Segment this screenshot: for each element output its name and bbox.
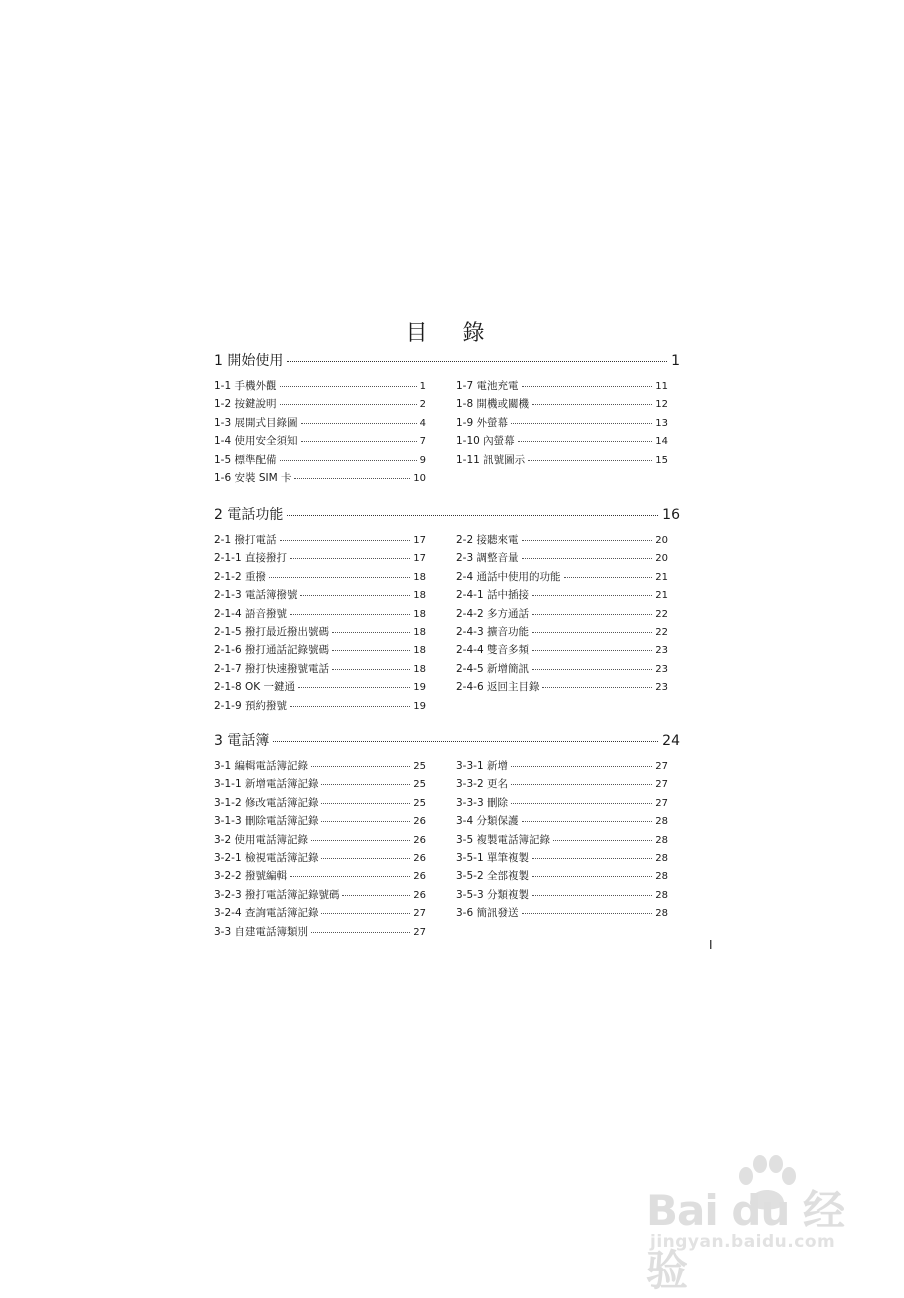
- toc-entry: [214, 569, 426, 587]
- baidu-watermark: [640, 1150, 870, 1295]
- toc-entry: [456, 758, 668, 776]
- toc-entry-page: 13: [655, 417, 668, 429]
- toc-entry: [214, 378, 426, 396]
- toc-entry-page: 20: [655, 553, 668, 565]
- dot-leader: [287, 361, 667, 362]
- toc-entry-page: 28: [655, 816, 668, 828]
- toc-entry-label: 3-5-3 分類複製: [456, 888, 529, 901]
- page-title: 目 錄: [405, 321, 499, 346]
- toc-entry: [214, 415, 426, 433]
- toc-entry: [214, 887, 426, 905]
- toc-entry-page: 26: [413, 834, 426, 846]
- toc-entry-label: 1-3 展開式目錄圖: [214, 416, 298, 429]
- toc-entry: [214, 832, 426, 850]
- toc-entry-label: 2-4-1 話中插接: [456, 589, 529, 602]
- toc-entry-page: 14: [655, 436, 668, 448]
- toc-entry-page: 10: [413, 472, 426, 484]
- toc-entry: [214, 606, 426, 624]
- toc-entry-label: 2-4-3 擴音功能: [456, 625, 529, 638]
- watermark-url: jingyan.baidu.com: [650, 1232, 836, 1252]
- dot-leader: [542, 687, 652, 688]
- dot-leader: [294, 478, 410, 479]
- toc-entry-page: 23: [655, 663, 668, 675]
- toc-entry-page: 28: [655, 852, 668, 864]
- toc-entry-label: 3-5-1 單筆複製: [456, 851, 529, 864]
- toc-entry: [456, 396, 668, 414]
- toc-entry-page: 27: [413, 926, 426, 938]
- toc-entry: [214, 813, 426, 831]
- toc-entry: [456, 452, 668, 470]
- toc-entry-label: 2-1-8 OK 一鍵通: [214, 681, 295, 694]
- dot-leader: [511, 766, 652, 767]
- toc-entry-page: 28: [655, 908, 668, 920]
- toc-entry-label: 3-6 簡訊發送: [456, 907, 519, 920]
- dot-leader: [532, 404, 652, 405]
- toc-entry-page: 23: [655, 682, 668, 694]
- toc-entry-page: 17: [413, 553, 426, 565]
- dot-leader: [511, 803, 652, 804]
- chapter-2-right-column: [456, 532, 668, 698]
- dot-leader: [321, 913, 410, 914]
- dot-leader: [528, 460, 652, 461]
- dot-leader: [298, 687, 410, 688]
- toc-entry-label: 2-1-7 撥打快速撥號電話: [214, 662, 329, 675]
- toc-entry: [214, 850, 426, 868]
- toc-entry-page: 28: [655, 834, 668, 846]
- toc-entry-page: 25: [413, 761, 426, 772]
- toc-entry-page: 26: [413, 816, 426, 828]
- dot-leader: [553, 840, 652, 841]
- toc-entry-page: 18: [413, 626, 426, 638]
- dot-leader: [522, 913, 653, 914]
- toc-entry-label: 3-4 分類保護: [456, 815, 519, 828]
- chapter-1-heading: [214, 350, 680, 370]
- toc-entry-label: 2-4 通話中使用的功能: [456, 570, 561, 583]
- toc-entry: [456, 550, 668, 568]
- toc-entry-label: 1-2 按鍵說明: [214, 398, 277, 411]
- toc-entry-page: 27: [655, 761, 668, 772]
- toc-entry: [214, 776, 426, 794]
- watermark-logo-text: Bai du 经验: [646, 1186, 844, 1295]
- toc-entry: [214, 905, 426, 923]
- toc-entry: [214, 452, 426, 470]
- toc-entry: [456, 433, 668, 451]
- toc-entry-label: 3-2-3 撥打電話簿記錄號碼: [214, 888, 340, 901]
- chapter-1-left-column: [214, 378, 426, 488]
- toc-entry-label: 3-2-1 檢視電話簿記錄: [214, 851, 319, 864]
- toc-entry: [214, 532, 426, 550]
- dot-leader: [532, 669, 652, 670]
- toc-entry-page: 18: [413, 608, 426, 620]
- toc-entry-label: 3-3-3 刪除: [456, 796, 508, 809]
- toc-entry-label: 2-1-9 預約撥號: [214, 699, 287, 712]
- toc-entry-page: 1: [419, 381, 426, 392]
- dot-leader: [290, 876, 410, 877]
- toc-entry-label: 1-5 標準配備: [214, 453, 277, 466]
- toc-entry-label: 1-8 開機或關機: [456, 398, 529, 411]
- toc-entry: [456, 795, 668, 813]
- chapter-1-right-column: [456, 378, 668, 470]
- toc-entry: [456, 813, 668, 831]
- toc-entry-label: 2-1-2 重撥: [214, 570, 266, 583]
- toc-entry-page: 17: [413, 535, 426, 546]
- toc-entry: [214, 642, 426, 660]
- toc-entry-label: 2-3 調整音量: [456, 552, 519, 565]
- dot-leader: [522, 386, 653, 387]
- dot-leader: [522, 558, 653, 559]
- dot-leader: [273, 741, 658, 742]
- dot-leader: [522, 540, 653, 541]
- dot-leader: [311, 766, 410, 767]
- toc-entry: [456, 776, 668, 794]
- chapter-3-left-column: [214, 758, 426, 942]
- dot-leader: [321, 803, 410, 804]
- toc-entry-page: 26: [413, 889, 426, 901]
- toc-entry-label: 1-7 電池充電: [456, 380, 519, 392]
- toc-entry-page: 12: [655, 399, 668, 411]
- toc-entry: [214, 698, 426, 716]
- toc-entry-label: 1-11 訊號圖示: [456, 453, 526, 466]
- toc-entry-page: 22: [655, 626, 668, 638]
- toc-entry-label: 3-1-2 修改電話簿記錄: [214, 796, 319, 809]
- toc-entry-page: 9: [419, 454, 426, 466]
- chapter-2-heading: [214, 504, 680, 524]
- toc-entry-page: 21: [655, 571, 668, 583]
- dot-leader: [532, 650, 652, 651]
- toc-entry: [456, 624, 668, 642]
- toc-entry-label: 2-4-2 多方通話: [456, 607, 529, 620]
- toc-entry: [456, 415, 668, 433]
- chapter-title: 1 開始使用: [214, 353, 284, 369]
- dot-leader: [522, 821, 653, 822]
- dot-leader: [301, 441, 417, 442]
- dot-leader: [311, 932, 410, 933]
- dot-leader: [564, 577, 653, 578]
- page-number: I: [709, 938, 713, 952]
- chapter-title: 2 電話功能: [214, 507, 284, 523]
- dot-leader: [280, 404, 417, 405]
- dot-leader: [332, 650, 410, 651]
- toc-entry: [214, 396, 426, 414]
- toc-entry: [214, 550, 426, 568]
- toc-entry-label: 2-2 接聽來電: [456, 534, 519, 546]
- toc-entry-page: 26: [413, 871, 426, 883]
- toc-entry: [214, 587, 426, 605]
- dot-leader: [511, 784, 652, 785]
- dot-leader: [321, 858, 410, 859]
- toc-entry-page: 4: [419, 417, 426, 429]
- dot-leader: [532, 895, 652, 896]
- toc-entry: [456, 832, 668, 850]
- dot-leader: [301, 423, 417, 424]
- toc-entry: [456, 887, 668, 905]
- toc-entry-page: 27: [655, 779, 668, 791]
- toc-entry-page: 7: [419, 436, 426, 448]
- toc-entry: [214, 924, 426, 942]
- toc-entry: [456, 905, 668, 923]
- chapter-title: 3 電話簿: [214, 733, 270, 749]
- toc-entry: [214, 679, 426, 697]
- toc-entry-page: 19: [413, 700, 426, 712]
- toc-entry-page: 2: [419, 399, 426, 411]
- toc-entry: [456, 532, 668, 550]
- dot-leader: [280, 460, 417, 461]
- chapter-page: 16: [662, 507, 680, 523]
- toc-entry-label: 3-5-2 全部複製: [456, 870, 529, 883]
- chapter-page: 1: [671, 353, 680, 369]
- dot-leader: [518, 441, 653, 442]
- dot-leader: [287, 515, 658, 516]
- dot-leader: [532, 632, 652, 633]
- toc-entry-label: 1-4 使用安全須知: [214, 435, 298, 448]
- toc-entry: [456, 606, 668, 624]
- dot-leader: [532, 858, 652, 859]
- toc-entry: [214, 433, 426, 451]
- toc-entry-page: 28: [655, 889, 668, 901]
- chapter-2-left-column: [214, 532, 426, 716]
- toc-entry-page: 22: [655, 608, 668, 620]
- toc-entry-label: 2-4-6 返回主目錄: [456, 681, 540, 694]
- toc-entry: [214, 624, 426, 642]
- toc-entry: [456, 679, 668, 697]
- toc-entry-page: 18: [413, 663, 426, 675]
- toc-entry-page: 28: [655, 871, 668, 883]
- toc-entry-label: 3-3 自建電話簿類別: [214, 925, 308, 938]
- toc-entry-page: 25: [413, 779, 426, 791]
- toc-entry-label: 2-4-4 雙音多頻: [456, 644, 529, 657]
- toc-entry-label: 1-10 內螢幕: [456, 435, 515, 448]
- toc-entry-label: 3-1-1 新增電話簿記錄: [214, 778, 319, 791]
- toc-entry-label: 3-3-1 新增: [456, 760, 508, 772]
- dot-leader: [280, 386, 417, 387]
- toc-entry-page: 18: [413, 571, 426, 583]
- toc-entry-page: 27: [655, 797, 668, 809]
- chapter-3-heading: [214, 730, 680, 750]
- dot-leader: [290, 614, 410, 615]
- toc-entry: [214, 795, 426, 813]
- toc-entry: [456, 642, 668, 660]
- toc-entry-page: 18: [413, 645, 426, 657]
- toc-entry: [456, 378, 668, 396]
- toc-entry-label: 2-1-6 撥打通話記錄號碼: [214, 644, 329, 657]
- toc-entry-label: 1-6 安裝 SIM 卡: [214, 471, 292, 484]
- toc-entry-page: 15: [655, 454, 668, 466]
- toc-entry-label: 2-1 撥打電話: [214, 534, 277, 546]
- dot-leader: [511, 423, 652, 424]
- dot-leader: [321, 784, 410, 785]
- dot-leader: [269, 577, 410, 578]
- dot-leader: [311, 840, 410, 841]
- toc-entry-label: 2-4-5 新增簡訊: [456, 662, 529, 675]
- dot-leader: [300, 595, 410, 596]
- toc-entry-page: 19: [413, 682, 426, 694]
- toc-entry-page: 20: [655, 535, 668, 546]
- dot-leader: [532, 614, 652, 615]
- toc-entry-page: 25: [413, 797, 426, 809]
- toc-entry-label: 1-1 手機外觀: [214, 380, 277, 392]
- toc-entry-page: 26: [413, 852, 426, 864]
- toc-entry: [214, 661, 426, 679]
- dot-leader: [332, 669, 410, 670]
- toc-entry-label: 3-5 複製電話簿記錄: [456, 833, 550, 846]
- toc-entry: [456, 661, 668, 679]
- dot-leader: [290, 706, 410, 707]
- dot-leader: [532, 595, 652, 596]
- toc-entry-label: 3-1 編輯電話簿記錄: [214, 760, 308, 772]
- toc-entry: [214, 470, 426, 488]
- toc-entry-label: 2-1-3 電話簿撥號: [214, 589, 298, 602]
- toc-entry-page: 21: [655, 590, 668, 602]
- toc-entry-label: 1-9 外螢幕: [456, 416, 508, 429]
- toc-entry: [214, 868, 426, 886]
- toc-entry-label: 3-3-2 更名: [456, 778, 508, 791]
- toc-entry-label: 3-2 使用電話簿記錄: [214, 833, 308, 846]
- dot-leader: [532, 876, 652, 877]
- dot-leader: [342, 895, 410, 896]
- dot-leader: [290, 558, 410, 559]
- chapter-page: 24: [662, 733, 680, 749]
- toc-entry: [456, 569, 668, 587]
- toc-entry-label: 3-2-4 查詢電話簿記錄: [214, 907, 319, 920]
- chapter-3-right-column: [456, 758, 668, 924]
- toc-entry-label: 2-1-5 撥打最近撥出號碼: [214, 625, 329, 638]
- dot-leader: [321, 821, 410, 822]
- toc-entry-label: 3-2-2 撥號編輯: [214, 870, 287, 883]
- toc-entry-label: 2-1-1 直接撥打: [214, 552, 287, 565]
- dot-leader: [280, 540, 411, 541]
- dot-leader: [332, 632, 410, 633]
- toc-entry-label: 3-1-3 刪除電話簿記錄: [214, 815, 319, 828]
- toc-entry: [456, 587, 668, 605]
- toc-entry-page: 11: [655, 381, 668, 392]
- toc-entry: [456, 850, 668, 868]
- toc-entry-label: 2-1-4 語音撥號: [214, 607, 287, 620]
- toc-entry-page: 27: [413, 908, 426, 920]
- toc-entry: [456, 868, 668, 886]
- toc-entry-page: 18: [413, 590, 426, 602]
- toc-entry-page: 23: [655, 645, 668, 657]
- toc-entry: [214, 758, 426, 776]
